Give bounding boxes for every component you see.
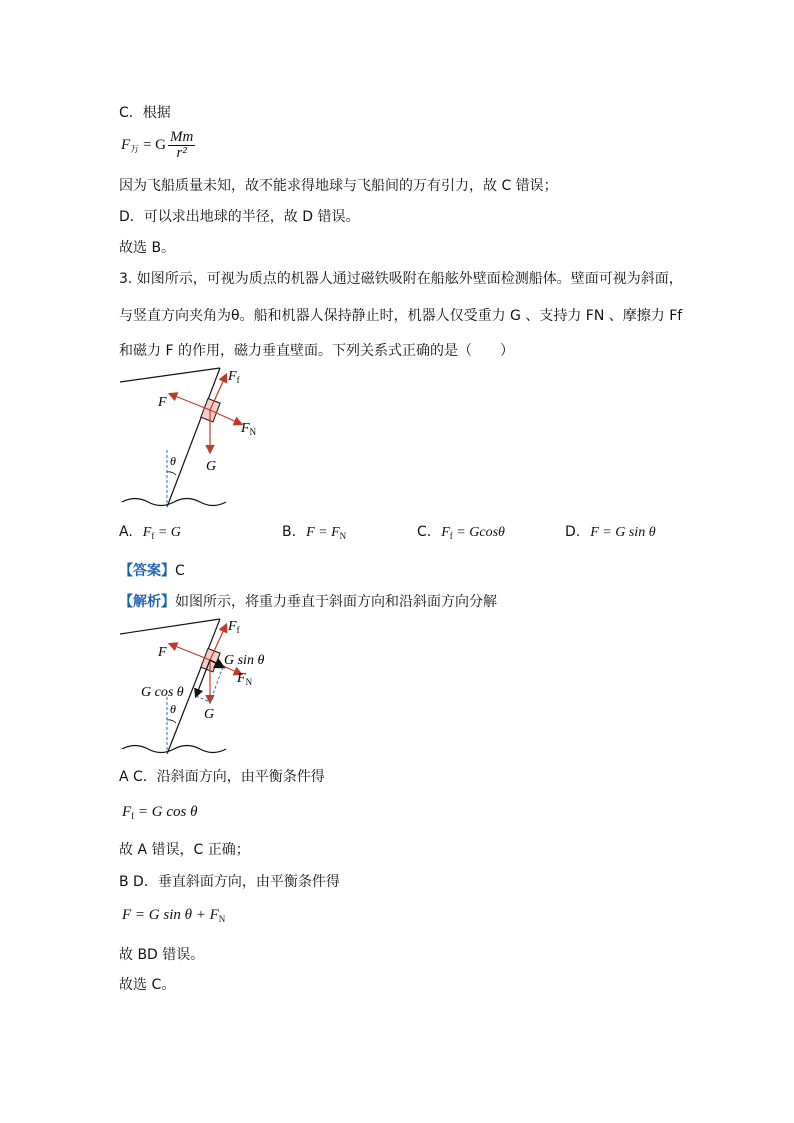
part-c-label: C．根据 bbox=[119, 105, 171, 121]
ship-top-line bbox=[120, 368, 220, 382]
solution-final: 故选 C。 bbox=[119, 977, 176, 993]
svg-text:F: F bbox=[158, 645, 167, 660]
svg-text:G: G bbox=[204, 707, 215, 722]
analysis-text: 如图所示，将重力垂直于斜面方向和沿斜面方向分解 bbox=[175, 594, 497, 610]
svg-text:FN: $F_N$ bbox=[237, 671, 253, 687]
solution-bd-line: B D．垂直斜面方向，由平衡条件得 bbox=[119, 874, 340, 890]
svg-text:G cos θ: G cos θ bbox=[141, 685, 184, 700]
option-a[interactable]: A. $F_f = G$ bbox=[119, 524, 181, 541]
label-F: F bbox=[158, 395, 167, 410]
option-d[interactable]: D. F = G sin θ bbox=[565, 524, 656, 540]
magnetic-force-arrow bbox=[170, 394, 210, 410]
label-Ff: $F_f$ bbox=[228, 369, 240, 385]
equation-1: $F_f = G$ cos θ bbox=[122, 804, 198, 821]
label-FN: $F_N$ bbox=[241, 421, 257, 437]
label-G: G bbox=[206, 459, 217, 474]
answer-value: C bbox=[175, 563, 185, 579]
option-c[interactable]: C. $F_f = Gcos\theta$ bbox=[417, 524, 505, 541]
question-line-1: 3. 如图所示，可视为质点的机器人通过磁铁吸附在船舷外壁面检测船体。壁面可视为斜面， bbox=[119, 271, 683, 287]
svg-text:Ff: $F_f$ bbox=[228, 619, 240, 635]
analysis-tag: 【解析】 bbox=[119, 594, 175, 610]
option-b[interactable]: B. $F = F_N$ bbox=[282, 524, 347, 541]
solution-ac-result: 故 A 错误，C 正确； bbox=[119, 842, 250, 858]
answer-line bbox=[119, 562, 185, 580]
part-d-line: D．可以求出地球的半径，故 D 错误。 bbox=[119, 209, 360, 225]
equation-2: F = G $\sin \theta + F_N$ bbox=[122, 907, 226, 924]
part-c-explanation: 因为飞船质量未知，故不能求得地球与飞船间的万有引力，故 C 错误； bbox=[119, 178, 558, 194]
analysis-line bbox=[119, 593, 497, 611]
svg-text:θ: θ bbox=[170, 702, 176, 716]
svg-text:G sin θ: G sin θ bbox=[224, 653, 265, 668]
force-diagram-2 bbox=[110, 612, 285, 762]
conclusion-b: 故选 B。 bbox=[119, 240, 176, 256]
question-line-3: 和磁力 F 的作用，磁力垂直壁面。下列关系式正确的是（ ） bbox=[119, 343, 514, 359]
question-line-2: 与竖直方向夹角为θ。船和机器人保持静止时，机器人仅受重力 G 、支持力 FN 、摩擦力 Ff bbox=[119, 308, 683, 324]
answer-tag: 【答案】 bbox=[119, 563, 175, 579]
label-theta: θ bbox=[170, 454, 176, 468]
formula-gravitation: $F_万 = G$ $\frac{Mm}{\text{r²}}$ bbox=[121, 129, 194, 161]
ship-wall-line bbox=[167, 368, 220, 507]
water-wave bbox=[122, 499, 226, 506]
solution-bd-result: 故 BD 错误。 bbox=[119, 947, 205, 963]
theta-arc bbox=[167, 472, 176, 475]
solution-ac-line: A C．沿斜面方向，由平衡条件得 bbox=[119, 769, 325, 785]
force-diagram-1 bbox=[110, 362, 257, 512]
